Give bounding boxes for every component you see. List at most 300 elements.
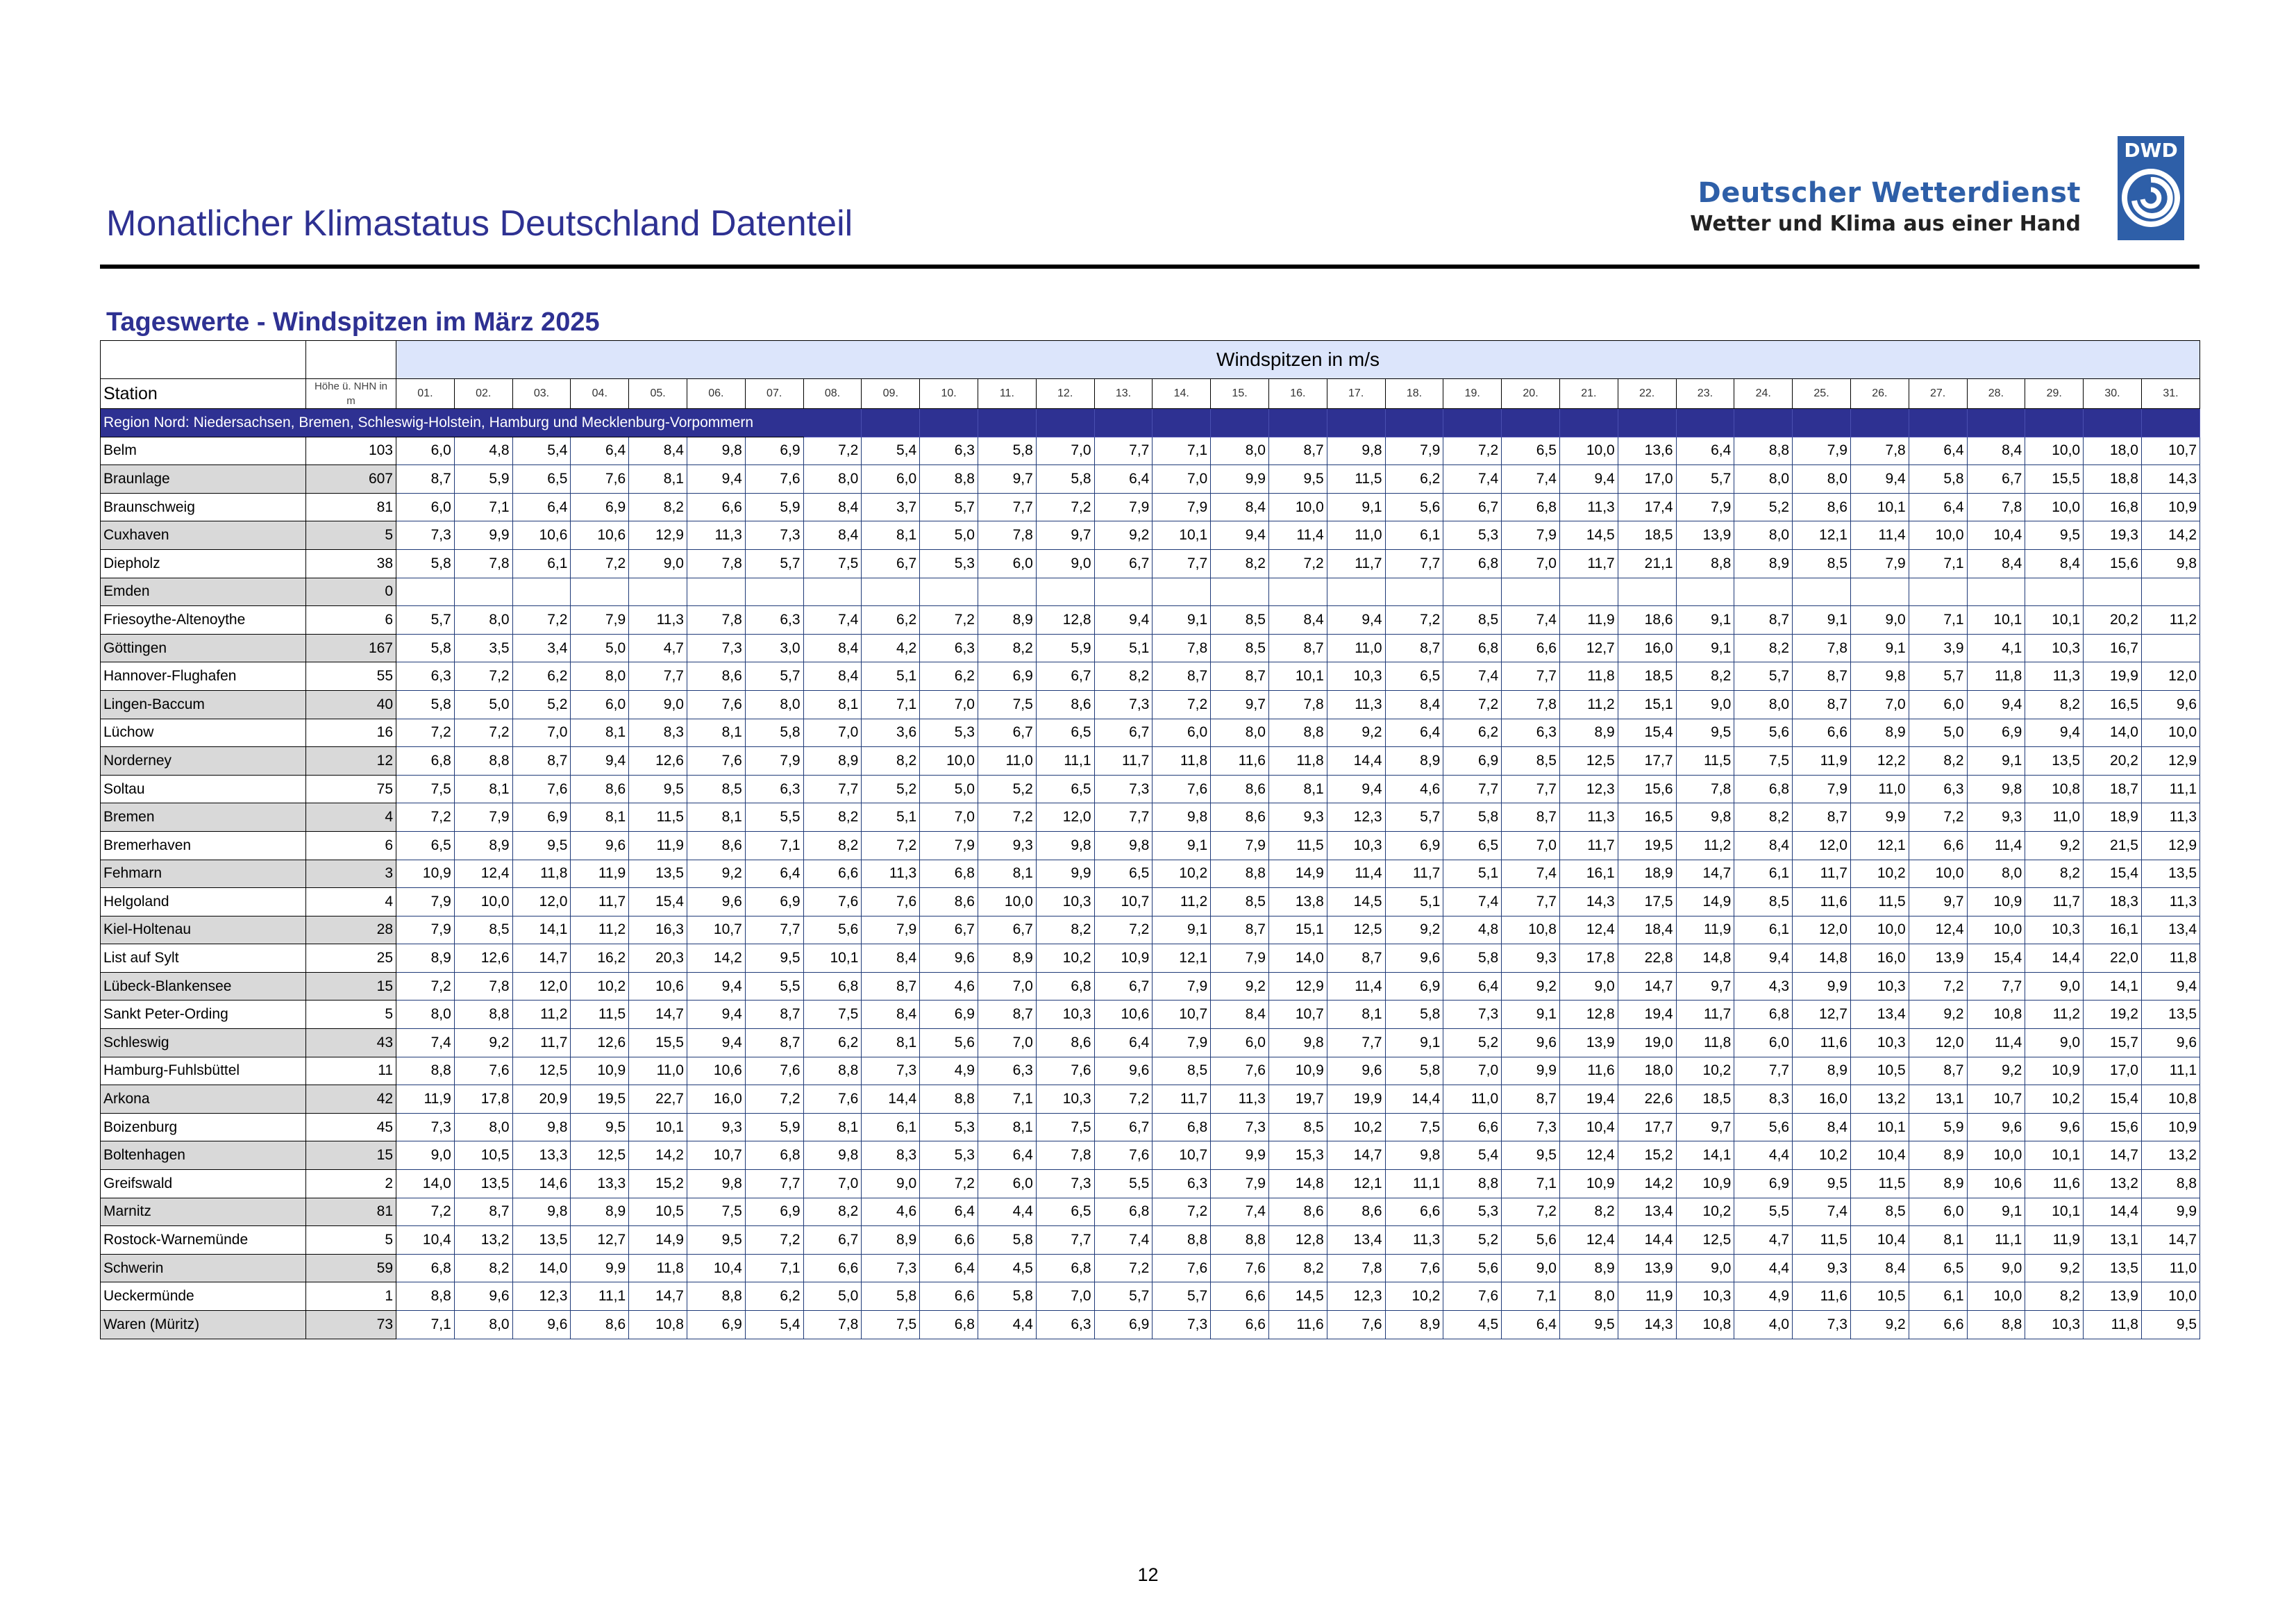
wind-value: 9,0	[1850, 606, 1909, 635]
wind-value: 13,5	[512, 1226, 571, 1255]
wind-value: 11,0	[629, 1057, 687, 1085]
wind-value: 19,4	[1618, 1001, 1676, 1029]
wind-value: 6,5	[512, 465, 571, 494]
wind-value: 8,7	[1734, 606, 1793, 635]
wind-value: 8,0	[1559, 1282, 1618, 1311]
station-name: Lübeck-Blankensee	[101, 972, 306, 1001]
station-name: Hannover-Flughafen	[101, 662, 306, 691]
wind-value: 6,6	[920, 1282, 978, 1311]
wind-value: 10,0	[2141, 719, 2199, 747]
wind-value	[1967, 578, 2025, 606]
station-height: 4	[306, 803, 396, 832]
wind-value: 15,4	[1618, 719, 1676, 747]
wind-value: 8,4	[629, 437, 687, 465]
wind-value: 7,6	[745, 1057, 803, 1085]
wind-value: 6,5	[1036, 719, 1094, 747]
wind-value: 8,5	[1153, 1057, 1211, 1085]
wind-value: 10,0	[920, 747, 978, 776]
wind-value: 7,7	[1443, 775, 1502, 803]
wind-value: 7,1	[1909, 549, 1967, 578]
region-day-cell	[1618, 409, 1676, 437]
dwd-brand	[1690, 177, 2081, 236]
wind-value: 7,4	[1443, 888, 1502, 916]
wind-value: 5,8	[978, 1226, 1036, 1255]
wind-value: 7,2	[920, 606, 978, 635]
wind-value: 8,5	[1793, 549, 1851, 578]
region-day-cell	[862, 409, 920, 437]
station-height: 12	[306, 747, 396, 776]
wind-value: 9,4	[1559, 465, 1618, 494]
wind-value: 12,6	[571, 1029, 629, 1057]
wind-value: 7,0	[803, 719, 862, 747]
wind-value: 9,0	[2025, 1029, 2084, 1057]
wind-value: 6,9	[687, 1311, 745, 1339]
wind-value: 11,3	[1385, 1226, 1443, 1255]
wind-value: 6,8	[745, 1141, 803, 1170]
wind-value: 10,4	[687, 1254, 745, 1282]
wind-value: 5,2	[1734, 493, 1793, 521]
wind-value: 11,5	[1850, 1170, 1909, 1198]
wind-value: 19,5	[571, 1085, 629, 1114]
wind-value: 7,3	[396, 521, 455, 550]
wind-value: 13,4	[1327, 1226, 1385, 1255]
wind-value: 7,8	[1153, 634, 1211, 662]
table-row	[101, 1085, 2200, 1114]
col-day-header: 04.	[571, 379, 629, 409]
wind-value: 7,3	[1443, 1001, 1502, 1029]
wind-value: 11,4	[1967, 831, 2025, 860]
wind-value: 7,5	[978, 690, 1036, 719]
station-name: Greifswald	[101, 1170, 306, 1198]
wind-value: 6,6	[1385, 1198, 1443, 1226]
wind-value: 10,3	[1036, 888, 1094, 916]
wind-value: 6,3	[1153, 1170, 1211, 1198]
wind-value: 5,2	[862, 775, 920, 803]
wind-value: 22,8	[1618, 944, 1676, 973]
wind-value: 18,0	[1618, 1057, 1676, 1085]
col-day-header: 03.	[512, 379, 571, 409]
wind-value	[512, 578, 571, 606]
wind-value: 5,3	[1443, 1198, 1502, 1226]
wind-value: 6,9	[571, 493, 629, 521]
wind-value: 8,6	[1268, 1198, 1327, 1226]
wind-value: 11,8	[2141, 944, 2199, 973]
station-height: 81	[306, 1198, 396, 1226]
wind-value: 4,4	[978, 1198, 1036, 1226]
wind-value: 11,8	[1967, 662, 2025, 691]
wind-value: 8,2	[978, 634, 1036, 662]
wind-value: 9,2	[2025, 831, 2084, 860]
wind-value: 17,4	[1618, 493, 1676, 521]
wind-value: 12,7	[1793, 1001, 1851, 1029]
wind-value: 11,7	[512, 1029, 571, 1057]
col-day-header: 22.	[1618, 379, 1676, 409]
wind-value: 10,9	[2141, 1113, 2199, 1141]
wind-value: 8,7	[512, 747, 571, 776]
wind-value: 18,5	[1618, 662, 1676, 691]
wind-value: 6,7	[862, 549, 920, 578]
wind-value: 13,5	[2141, 1001, 2199, 1029]
wind-value: 10,1	[2025, 1141, 2084, 1170]
wind-value: 7,6	[1211, 1057, 1269, 1085]
wind-value: 11,2	[1676, 831, 1734, 860]
wind-value: 9,4	[2025, 719, 2084, 747]
station-height: 11	[306, 1057, 396, 1085]
wind-value: 15,1	[1268, 916, 1327, 944]
wind-value: 9,8	[1385, 1141, 1443, 1170]
wind-value: 8,4	[1967, 437, 2025, 465]
region-day-cell	[1268, 409, 1327, 437]
wind-value: 10,0	[1967, 1282, 2025, 1311]
wind-value: 9,5	[571, 1113, 629, 1141]
wind-value: 20,9	[512, 1085, 571, 1114]
table-row	[101, 1311, 2200, 1339]
wind-value: 9,5	[1559, 1311, 1618, 1339]
wind-value: 14,9	[1676, 888, 1734, 916]
wind-value: 7,3	[1502, 1113, 1560, 1141]
wind-value: 18,6	[1618, 606, 1676, 635]
wind-value: 5,8	[1385, 1057, 1443, 1085]
wind-value: 7,3	[1036, 1170, 1094, 1198]
band-blank-station	[101, 341, 306, 379]
wind-value: 7,0	[978, 972, 1036, 1001]
wind-value: 4,7	[629, 634, 687, 662]
col-day-header: 19.	[1443, 379, 1502, 409]
wind-value: 9,2	[454, 1029, 512, 1057]
wind-value: 7,6	[803, 1085, 862, 1114]
wind-value: 6,6	[687, 493, 745, 521]
wind-value: 7,4	[1094, 1226, 1153, 1255]
wind-value: 15,6	[1618, 775, 1676, 803]
wind-value: 6,4	[512, 493, 571, 521]
table-row	[101, 1198, 2200, 1226]
wind-value: 8,4	[862, 1001, 920, 1029]
wind-value: 7,4	[1793, 1198, 1851, 1226]
wind-value: 6,8	[920, 860, 978, 888]
wind-value: 5,7	[1909, 662, 1967, 691]
wind-value: 7,7	[1967, 972, 2025, 1001]
wind-value: 7,8	[1676, 775, 1734, 803]
wind-value: 6,4	[1094, 1029, 1153, 1057]
wind-value: 11,2	[2141, 606, 2199, 635]
wind-value	[396, 578, 455, 606]
wind-value: 19,3	[2084, 521, 2142, 550]
station-name: Helgoland	[101, 888, 306, 916]
wind-value: 8,0	[454, 1311, 512, 1339]
wind-value: 9,2	[2025, 1254, 2084, 1282]
wind-value: 9,0	[629, 690, 687, 719]
wind-value: 8,9	[1559, 719, 1618, 747]
wind-value: 11,3	[1211, 1085, 1269, 1114]
table-row	[101, 916, 2200, 944]
col-day-header: 28.	[1967, 379, 2025, 409]
wind-value: 10,1	[1850, 493, 1909, 521]
wind-value: 7,3	[1094, 690, 1153, 719]
wind-value: 6,4	[571, 437, 629, 465]
wind-value: 7,2	[1153, 1198, 1211, 1226]
table-row	[101, 1057, 2200, 1085]
wind-value: 11,9	[1793, 747, 1851, 776]
wind-value: 10,1	[2025, 606, 2084, 635]
wind-value: 7,8	[687, 606, 745, 635]
wind-value: 18,4	[1618, 916, 1676, 944]
wind-value: 11,3	[1327, 690, 1385, 719]
wind-value: 8,8	[1443, 1170, 1502, 1198]
wind-value: 12,2	[1850, 747, 1909, 776]
wind-value: 11,9	[1618, 1282, 1676, 1311]
brand-slogan: Wetter und Klima aus einer Hand	[1690, 212, 2081, 236]
wind-value: 8,2	[454, 1254, 512, 1282]
wind-value: 6,4	[920, 1198, 978, 1226]
wind-value: 7,6	[803, 888, 862, 916]
station-height: 5	[306, 521, 396, 550]
wind-value: 7,3	[1153, 1311, 1211, 1339]
wind-value: 7,6	[1153, 1254, 1211, 1282]
wind-value	[571, 578, 629, 606]
wind-value: 6,8	[1734, 775, 1793, 803]
wind-value: 6,1	[1734, 860, 1793, 888]
wind-value: 8,7	[1211, 916, 1269, 944]
wind-value: 8,8	[396, 1057, 455, 1085]
wind-value: 10,0	[978, 888, 1036, 916]
wind-value: 4,9	[920, 1057, 978, 1085]
wind-value: 7,6	[1385, 1254, 1443, 1282]
wind-value: 18,3	[2084, 888, 2142, 916]
wind-value: 8,8	[396, 1282, 455, 1311]
wind-value: 9,8	[803, 1141, 862, 1170]
station-name: Göttingen	[101, 634, 306, 662]
wind-value: 6,2	[512, 662, 571, 691]
wind-value: 5,1	[1443, 860, 1502, 888]
wind-value: 9,4	[1967, 690, 2025, 719]
wind-value: 5,9	[745, 1113, 803, 1141]
wind-value: 5,8	[978, 1282, 1036, 1311]
station-height: 0	[306, 578, 396, 606]
wind-value: 14,4	[1618, 1226, 1676, 1255]
wind-value: 7,3	[396, 1113, 455, 1141]
wind-value: 8,0	[454, 1113, 512, 1141]
col-day-header: 24.	[1734, 379, 1793, 409]
wind-value: 10,9	[2141, 493, 2199, 521]
wind-value: 8,2	[2025, 860, 2084, 888]
wind-value: 10,3	[1850, 972, 1909, 1001]
wind-value: 11,3	[687, 521, 745, 550]
wind-value: 7,4	[1211, 1198, 1269, 1226]
station-name: Braunlage	[101, 465, 306, 494]
wind-value: 6,0	[396, 437, 455, 465]
wind-value: 6,7	[978, 719, 1036, 747]
wind-value: 6,6	[1909, 831, 1967, 860]
wind-value: 7,0	[1502, 831, 1560, 860]
wind-value: 9,6	[687, 888, 745, 916]
station-name: Ueckermünde	[101, 1282, 306, 1311]
wind-value: 6,7	[1094, 719, 1153, 747]
wind-value: 7,9	[1153, 1029, 1211, 1057]
region-day-cell	[1909, 409, 1967, 437]
wind-value: 14,2	[687, 944, 745, 973]
wind-value: 4,4	[978, 1311, 1036, 1339]
wind-value: 7,6	[1211, 1254, 1269, 1282]
station-height: 5	[306, 1001, 396, 1029]
wind-value: 6,8	[1036, 1254, 1094, 1282]
wind-value: 7,9	[1153, 972, 1211, 1001]
wind-value: 14,3	[2141, 465, 2199, 494]
wind-value: 6,4	[1385, 719, 1443, 747]
wind-value: 11,9	[1559, 606, 1618, 635]
wind-value: 12,4	[1909, 916, 1967, 944]
wind-value: 7,5	[396, 775, 455, 803]
region-day-cell	[978, 409, 1036, 437]
wind-value: 4,5	[978, 1254, 1036, 1282]
wind-value: 9,3	[1268, 803, 1327, 832]
region-day-cell	[1793, 409, 1851, 437]
wind-value	[1211, 578, 1269, 606]
wind-value: 5,2	[978, 775, 1036, 803]
wind-value: 11,4	[1327, 972, 1385, 1001]
wind-value: 10,6	[1967, 1170, 2025, 1198]
wind-value: 8,2	[803, 1198, 862, 1226]
wind-value: 8,7	[1502, 803, 1560, 832]
wind-value: 12,0	[2141, 662, 2199, 691]
wind-value: 8,4	[862, 944, 920, 973]
wind-value: 10,3	[2025, 1311, 2084, 1339]
wind-value: 16,0	[1618, 634, 1676, 662]
wind-value: 6,8	[1094, 1198, 1153, 1226]
wind-value: 10,7	[2141, 437, 2199, 465]
wind-value: 7,0	[1502, 549, 1560, 578]
region-day-cell	[1094, 409, 1153, 437]
wind-value: 22,0	[2084, 944, 2142, 973]
wind-value: 11,6	[1793, 1029, 1851, 1057]
wind-value: 9,1	[1793, 606, 1851, 635]
wind-value: 5,7	[1734, 662, 1793, 691]
table-row	[101, 521, 2200, 550]
wind-value: 8,8	[1268, 719, 1327, 747]
wind-value: 6,6	[1793, 719, 1851, 747]
wind-value: 5,6	[1385, 493, 1443, 521]
wind-value: 7,2	[1443, 690, 1502, 719]
wind-value: 6,2	[1443, 719, 1502, 747]
wind-value: 12,8	[1268, 1226, 1327, 1255]
wind-value: 9,9	[571, 1254, 629, 1282]
wind-value: 14,0	[2084, 719, 2142, 747]
wind-value: 10,0	[1559, 437, 1618, 465]
wind-value: 12,6	[629, 747, 687, 776]
wind-value: 9,0	[2025, 972, 2084, 1001]
wind-value: 7,1	[1502, 1282, 1560, 1311]
wind-value: 9,0	[1967, 1254, 2025, 1282]
wind-value: 6,4	[1094, 465, 1153, 494]
wind-value: 6,6	[920, 1226, 978, 1255]
brand-name: Deutscher Wetterdienst	[1698, 177, 2081, 209]
wind-value: 11,0	[1327, 634, 1385, 662]
wind-value: 15,4	[2084, 860, 2142, 888]
wind-value: 12,5	[1559, 747, 1618, 776]
wind-value: 10,3	[1036, 1001, 1094, 1029]
wind-value: 7,2	[1153, 690, 1211, 719]
wind-value: 20,2	[2084, 606, 2142, 635]
wind-value: 9,8	[687, 437, 745, 465]
wind-value: 8,9	[1385, 747, 1443, 776]
wind-value: 12,5	[1676, 1226, 1734, 1255]
station-name: Lüchow	[101, 719, 306, 747]
station-name: Belm	[101, 437, 306, 465]
wind-value: 7,9	[1094, 493, 1153, 521]
wind-value: 7,0	[978, 1029, 1036, 1057]
wind-value: 14,7	[2141, 1226, 2199, 1255]
wind-value: 15,6	[2084, 1113, 2142, 1141]
wind-value: 9,5	[2141, 1311, 2199, 1339]
wind-value: 5,8	[396, 690, 455, 719]
wind-value: 21,1	[1618, 549, 1676, 578]
table-row	[101, 634, 2200, 662]
wind-value: 11,0	[2025, 803, 2084, 832]
wind-value: 10,2	[1153, 860, 1211, 888]
wind-value: 8,6	[1211, 775, 1269, 803]
station-height: 5	[306, 1226, 396, 1255]
wind-value: 4,6	[862, 1198, 920, 1226]
wind-value: 10,4	[396, 1226, 455, 1255]
wind-value: 7,4	[1443, 465, 1502, 494]
col-station-header: Station	[101, 379, 306, 409]
table-row	[101, 972, 2200, 1001]
dwd-logo	[2118, 136, 2184, 240]
wind-value	[1734, 578, 1793, 606]
wind-value: 13,5	[454, 1170, 512, 1198]
spiral-icon	[2122, 165, 2180, 231]
wind-value: 6,3	[1036, 1311, 1094, 1339]
wind-value: 5,5	[745, 803, 803, 832]
wind-value: 9,5	[2025, 521, 2084, 550]
wind-value: 11,2	[1153, 888, 1211, 916]
wind-value: 7,7	[745, 1170, 803, 1198]
wind-value: 6,4	[920, 1254, 978, 1282]
wind-value: 15,5	[2025, 465, 2084, 494]
wind-value: 8,7	[1909, 1057, 1967, 1085]
wind-value: 11,3	[2141, 803, 2199, 832]
station-name: Boltenhagen	[101, 1141, 306, 1170]
wind-value: 12,5	[512, 1057, 571, 1085]
wind-value: 16,0	[1793, 1085, 1851, 1114]
region-day-cell	[1850, 409, 1909, 437]
wind-value: 17,8	[1559, 944, 1618, 973]
wind-value: 9,5	[512, 831, 571, 860]
wind-value: 9,1	[1153, 606, 1211, 635]
wind-value: 6,0	[1734, 1029, 1793, 1057]
wind-value: 8,2	[629, 493, 687, 521]
wind-value: 6,6	[803, 860, 862, 888]
wind-value: 18,5	[1676, 1085, 1734, 1114]
wind-value: 18,8	[2084, 465, 2142, 494]
wind-value	[2084, 578, 2142, 606]
wind-value: 7,0	[1153, 465, 1211, 494]
wind-value: 7,8	[1036, 1141, 1094, 1170]
wind-value: 7,6	[1094, 1141, 1153, 1170]
wind-value: 9,8	[2141, 549, 2199, 578]
wind-value: 10,4	[1850, 1141, 1909, 1170]
wind-value: 16,1	[1559, 860, 1618, 888]
wind-value: 7,1	[1909, 606, 1967, 635]
wind-value: 8,5	[1850, 1198, 1909, 1226]
wind-value: 10,9	[1967, 888, 2025, 916]
wind-value: 10,4	[1559, 1113, 1618, 1141]
wind-value: 5,2	[1443, 1029, 1502, 1057]
wind-value: 7,3	[862, 1254, 920, 1282]
wind-value: 8,5	[1211, 634, 1269, 662]
wind-value: 10,6	[629, 972, 687, 1001]
wind-value: 11,5	[629, 803, 687, 832]
wind-value: 12,3	[512, 1282, 571, 1311]
